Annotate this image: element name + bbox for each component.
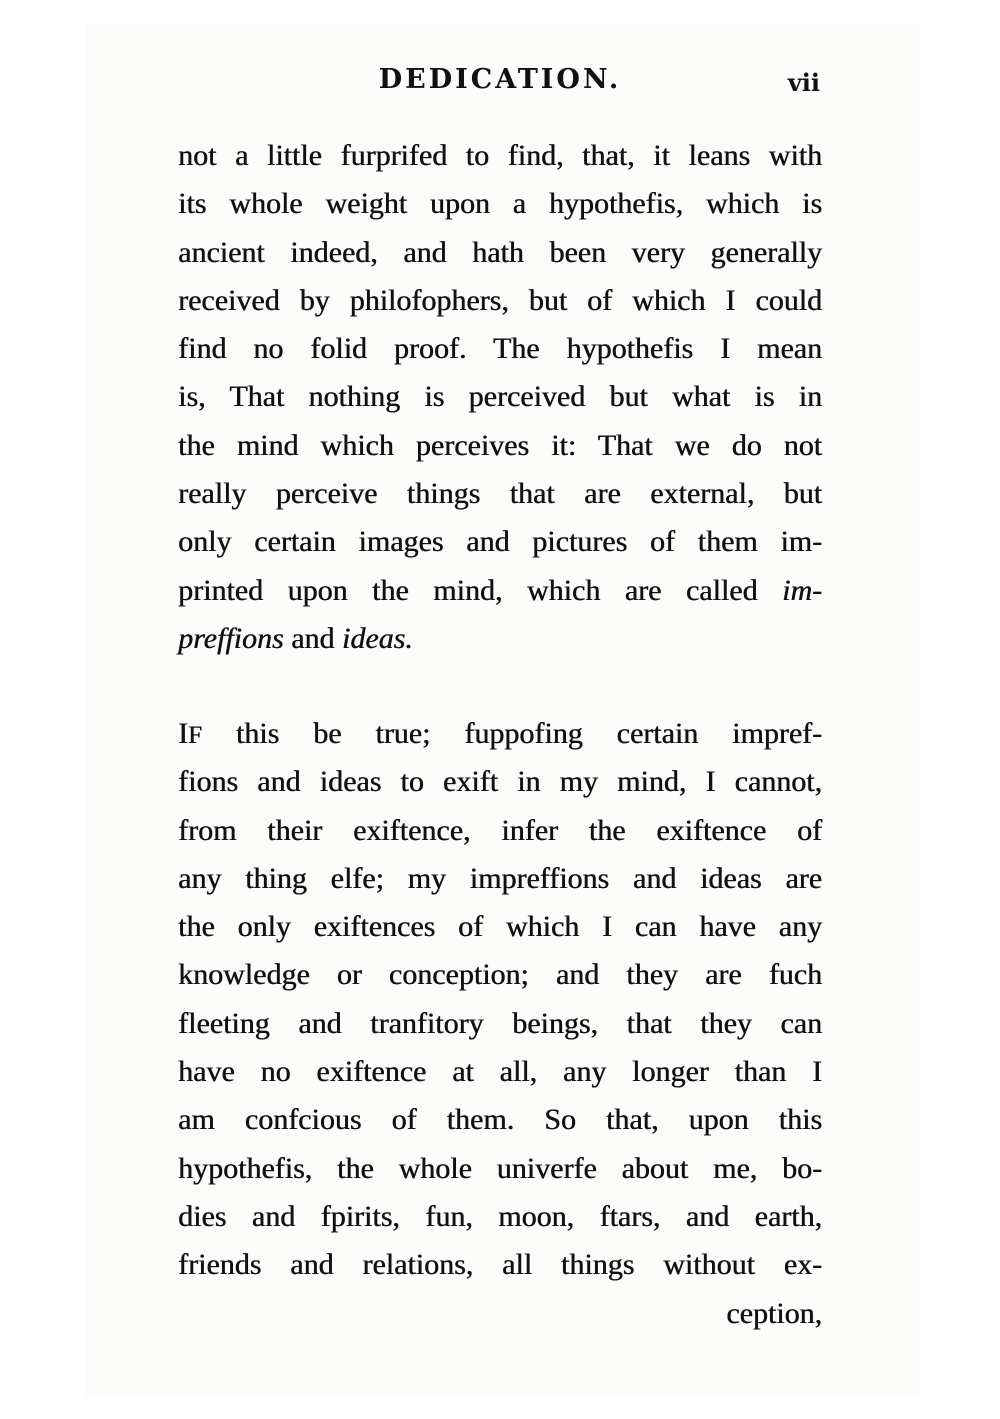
text-line: only certain images and pictures of them im- <box>178 525 822 559</box>
text-segment: this be true; fuppofing certain impref- <box>201 717 822 750</box>
text-line: find no folid proof. The hypothefis I mean <box>178 332 822 366</box>
running-head <box>178 62 822 106</box>
italic-word: preffions <box>178 621 284 655</box>
text-line: from their exiftence, infer the exiftence of <box>178 813 822 847</box>
paragraph-1 <box>178 132 822 663</box>
text-line-first <box>178 710 822 758</box>
text-segment: printed upon the mind, which are called <box>178 573 758 607</box>
small-caps: F <box>188 722 202 749</box>
text-line-last <box>178 615 822 663</box>
text-line: friends and relations, all things without ex- <box>178 1248 822 1282</box>
text-line-with-italic <box>178 567 822 615</box>
text-line: the only exiftences of which I can have any <box>178 910 822 944</box>
text-line: am confcious of them. So that, upon this <box>178 1103 822 1137</box>
text-segment: and <box>283 621 342 655</box>
text-line: not a little furprifed to find, that, it leans with <box>178 139 822 172</box>
text-line: fions and ideas to exift in my mind, I cannot, <box>178 765 822 799</box>
text-line: have no exiftence at all, any longer than I <box>178 1055 822 1089</box>
catchword: ception, <box>726 1296 822 1330</box>
italic-word: im- <box>782 573 823 607</box>
italic-word: ideas. <box>341 621 413 655</box>
text-line: ancient indeed, and hath been very generally <box>178 235 822 269</box>
running-title: DEDICATION. <box>378 64 622 95</box>
text-line: the mind which perceives it: That we do not <box>178 428 822 462</box>
text-line: fleeting and tranfitory beings, that they can <box>178 1006 822 1040</box>
initial-capital: I <box>178 717 188 750</box>
text-line: any thing elfe; my impreffions and ideas are <box>178 861 822 895</box>
paragraph-2 <box>178 710 822 1338</box>
text-line: dies and fpirits, fun, moon, ftars, and earth, <box>178 1199 822 1233</box>
page-number: vii <box>787 68 820 97</box>
text-line: hypothefis, the whole univerfe about me, bo- <box>178 1151 822 1185</box>
text-line: its whole weight upon a hypothefis, which is <box>178 187 822 221</box>
text-line: received by philofophers, but of which I could <box>178 283 822 317</box>
text-line: really perceive things that are external, but <box>178 477 822 511</box>
text-line: is, That nothing is perceived but what is in <box>178 380 822 414</box>
text-line: knowledge or conception; and they are fuch <box>178 958 822 992</box>
